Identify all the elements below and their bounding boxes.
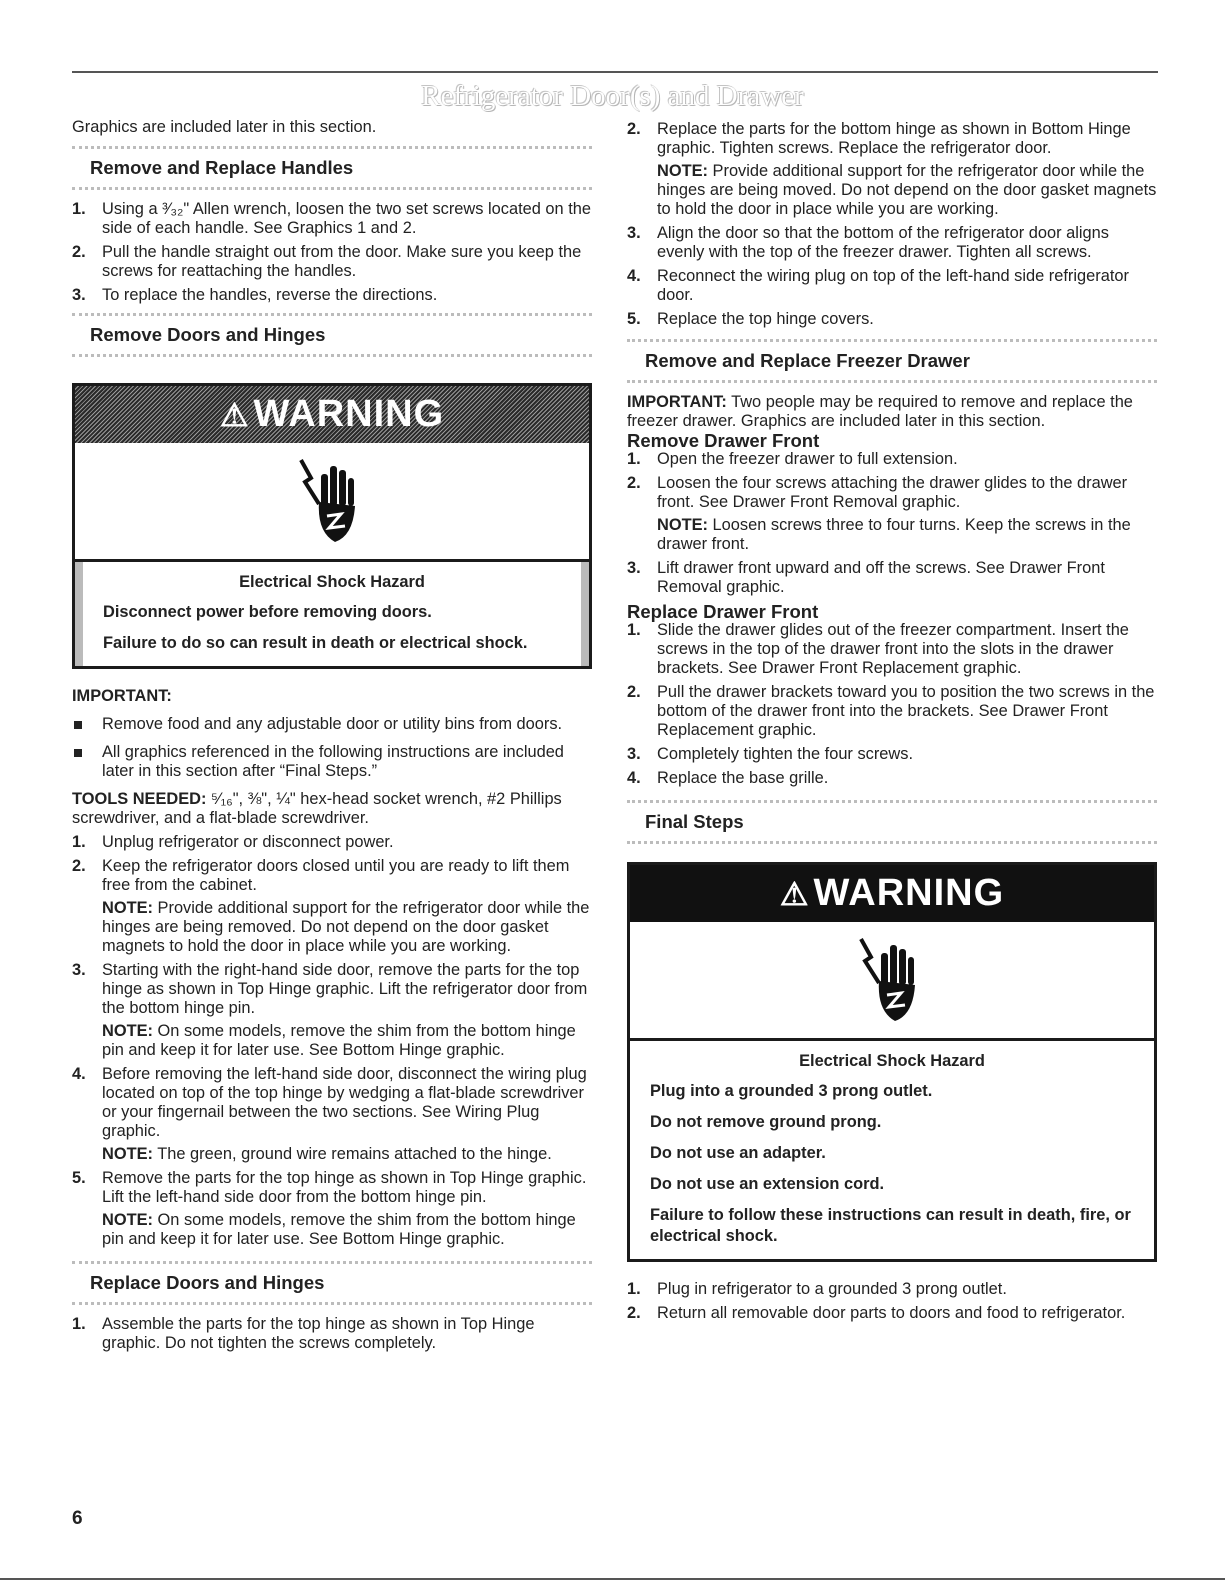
important-label: IMPORTANT: — [72, 687, 172, 705]
page-number: 6 — [72, 1508, 83, 1529]
list-item: 2. Pull the handle straight out from the door. Make sure you keep the screws for reattaching the handles. — [72, 243, 582, 280]
warning-box-grounding — [627, 862, 1157, 1262]
list-item: 2. Keep the refrigerator doors closed until you are ready to lift them free from the cabinet. NOTE: Provide additional support for the refrigerator door while the hinges are being removed. Do not depend on the door gasket magnets to hold the door in place while you are working. — [72, 857, 590, 955]
remove-drawer-front-steps — [627, 450, 1157, 597]
freezer-important: IMPORTANT: Two people may be required to remove and replace the freezer drawer. Graphics are included later in this section. — [627, 393, 1133, 430]
important-bullets — [72, 715, 592, 781]
warning-line: Do not use an extension cord. — [650, 1175, 885, 1193]
list-item: 1. Assemble the parts for the top hinge as shown in Top Hinge graphic. Do not tighten the screws completely. — [72, 1315, 535, 1352]
electrical-shock-hand-icon — [857, 935, 927, 1025]
page-title: Refrigerator Door(s) and Drawer — [421, 80, 804, 112]
section-heading-replace-doors: Replace Doors and Hinges — [72, 1261, 592, 1305]
warning-line: Do not use an adapter. — [650, 1144, 826, 1162]
section-heading-freezer-drawer: Remove and Replace Freezer Drawer — [627, 339, 1157, 383]
subheading-replace-drawer-front: Replace Drawer Front — [627, 601, 819, 622]
hazard-title: Electrical Shock Hazard — [239, 573, 425, 591]
replace-doors-steps — [72, 1315, 592, 1353]
list-item: 3. Lift drawer front upward and off the screws. See Drawer Front Removal graphic. — [627, 559, 1105, 596]
list-item: 1. Slide the drawer glides out of the freezer compartment. Insert the screws in the top of the drawer front into the slots in the drawer brackets. See Drawer Front Replacement graphic. — [627, 621, 1129, 677]
list-item: 3. Align the door so that the bottom of the refrigerator door aligns evenly with the top of the freezer drawer. Tighten all screws. — [627, 224, 1109, 261]
section-heading-handles: Remove and Replace Handles — [72, 146, 592, 190]
right-column — [627, 120, 1157, 1328]
warning-box-disconnect — [72, 383, 592, 669]
section-heading-remove-doors: Remove Doors and Hinges — [72, 313, 592, 357]
remove-doors-steps — [72, 833, 592, 1249]
list-item: 2. Pull the drawer brackets toward you to position the two screws in the bottom of the drawer front into the brackets. See Drawer Front Replacement graphic. — [627, 683, 1155, 739]
bullet-square-icon — [74, 749, 82, 757]
list-item: 1. Using a ³⁄₃₂" Allen wrench, loosen the two set screws located on the side of each handle. See Graphics 1 and 2. — [72, 200, 591, 237]
list-item: 1. Plug in refrigerator to a grounded 3 prong outlet. — [627, 1280, 1007, 1298]
electrical-shock-hand-icon — [297, 456, 367, 546]
list-item: 3. Completely tighten the four screws. — [627, 745, 913, 763]
list-item: 3. To replace the handles, reverse the directions. — [72, 286, 438, 304]
list-item: 4. Reconnect the wiring plug on top of the left-hand side refrigerator door. — [627, 267, 1129, 304]
warning-banner: ⚠ WARNING — [75, 386, 589, 443]
list-item: 2. Loosen the four screws attaching the drawer glides to the drawer front. See Drawer Front Removal graphic. NOTE: Loosen screws three to four turns. Keep the screws in the drawer front. — [627, 474, 1131, 553]
intro-text: Graphics are included later in this section. — [72, 118, 377, 136]
list-item: 1. Open the freezer drawer to full extension. — [627, 450, 958, 468]
list-item: 5. Replace the top hinge covers. — [627, 310, 874, 328]
list-item: 3. Starting with the right-hand side door, remove the parts for the top hinge as shown in Top Hinge graphic. Lift the refrigerator door from the bottom hinge pin. NOTE: On some models, remove the shim from the bottom hinge pin and keep it for later use. See Bottom Hinge graphic. — [72, 961, 588, 1059]
top-rule — [72, 71, 1158, 73]
list-item: All graphics referenced in the following instructions are included later in this section after “Final Steps.” — [72, 743, 592, 781]
warning-triangle-icon: ⚠ — [219, 397, 250, 433]
list-item: 4. Before removing the left-hand side door, disconnect the wiring plug located on top of the top hinge by wedging a flat-blade screwdriver or your fingernail between the two sections. See Wiring Plug graphic. NOTE: The green, ground wire remains attached to the hinge. — [72, 1065, 587, 1163]
list-item: 2. Replace the parts for the bottom hinge as shown in Bottom Hinge graphic. Tighten screws. Replace the refrigerator door. NOTE: Provide additional support for the refrigerator door while the hinges are being moved. Do not depend on the door gasket magnets to hold the door in place while you are working. — [627, 120, 1157, 218]
replace-doors-steps-continued — [627, 120, 1157, 329]
list-item: Remove food and any adjustable door or utility bins from doors. — [72, 715, 592, 734]
bottom-rule — [0, 1578, 1225, 1580]
warning-triangle-icon: ⚠ — [779, 876, 810, 912]
list-item: 5. Remove the parts for the top hinge as shown in Top Hinge graphic. Lift the left-hand side door from the bottom hinge pin. NOTE: On some models, remove the shim from the bottom hinge pin and keep it for later use. See Bottom Hinge graphic. — [72, 1169, 587, 1248]
list-item: 1. Unplug refrigerator or disconnect power. — [72, 833, 394, 851]
warning-line: Do not remove ground prong. — [650, 1113, 882, 1131]
warning-line: Failure to follow these instructions can result in death, fire, or electrical shock. — [650, 1206, 1131, 1245]
handles-steps — [72, 200, 592, 305]
left-column — [72, 118, 592, 1358]
warning-banner: ⚠ WARNING — [630, 865, 1154, 922]
hazard-title: Electrical Shock Hazard — [799, 1052, 985, 1070]
tools-needed: TOOLS NEEDED: ⁵⁄₁₆", ⅜", ¼" hex-head socket wrench, #2 Phillips screwdriver, and a flat-blade screwdriver. — [72, 790, 562, 827]
replace-drawer-front-steps — [627, 621, 1157, 788]
warning-line: Failure to do so can result in death or electrical shock. — [103, 634, 528, 652]
warning-line: Plug into a grounded 3 prong outlet. — [650, 1082, 933, 1100]
subheading-remove-drawer-front: Remove Drawer Front — [627, 430, 820, 451]
list-item: 4. Replace the base grille. — [627, 769, 829, 787]
warning-line: Disconnect power before removing doors. — [103, 603, 432, 621]
bullet-square-icon — [74, 721, 82, 729]
final-steps — [627, 1280, 1157, 1323]
list-item: 2. Return all removable door parts to doors and food to refrigerator. — [627, 1304, 1126, 1322]
section-heading-final-steps: Final Steps — [627, 800, 1157, 844]
